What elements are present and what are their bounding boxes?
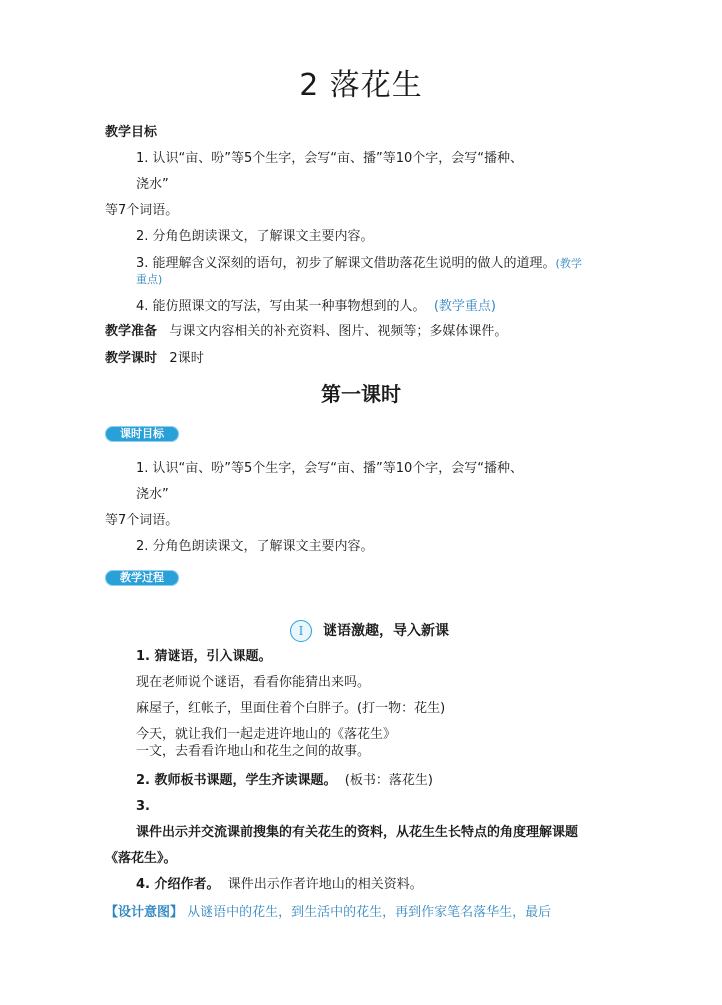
lesson-title: 第一课时 xyxy=(321,382,401,406)
paragraph-3-line-a: 今天，就让我们一起走进许地山的《落花生》 xyxy=(136,727,397,742)
design-intent-label: 【设计意图】 xyxy=(105,905,184,920)
preparation-label: 教学准备 xyxy=(105,324,158,339)
objective-4-text: 4. 能仿照课文的写法，写由某一种事物想到的人。 xyxy=(136,299,426,314)
objective-4-note: (教学重点) xyxy=(433,299,496,314)
step-1-title: 1. 猜谜语，引入课题。 xyxy=(136,649,272,664)
step-2-note: (板书：落花生) xyxy=(344,773,433,788)
objective-3 xyxy=(136,255,582,273)
section-title: 谜语激趣，导入新课 xyxy=(323,623,449,639)
objective-1-line-a: 1. 认识“亩、吩”等5个生字，会写“亩、播”等10个字，会写“播种、 xyxy=(136,151,524,166)
objective-1-line-b: 浇水” xyxy=(136,177,169,192)
step-2 xyxy=(136,772,433,790)
design-intent-text: 从谜语中的花生，到生活中的花生，再到作家笔名落华生，最后 xyxy=(187,905,552,920)
objective-4 xyxy=(136,298,496,316)
preparation-row xyxy=(105,323,507,341)
paragraph-1: 现在老师说个谜语，看看你能猜出来吗。 xyxy=(136,675,371,690)
badge-lesson-goals: 课时目标 xyxy=(105,426,179,442)
hours-text: 2课时 xyxy=(169,351,204,366)
step-4-text: 课件出示作者许地山的相关资料。 xyxy=(227,877,423,892)
step-3-text-line-b: 《落花生》。 xyxy=(105,851,177,866)
section-number-badge: I xyxy=(290,620,312,642)
objective-3-note-a: (教学 xyxy=(555,257,582,270)
hours-row xyxy=(105,350,204,368)
goal-1-line-c: 等7个词语。 xyxy=(105,513,179,528)
goal-1-line-b: 浇水” xyxy=(136,487,169,502)
step-2-title: 2. 教师板书课题，学生齐读课题。 xyxy=(136,773,337,788)
step-4 xyxy=(136,876,423,894)
objectives-label: 教学目标 xyxy=(105,125,158,140)
step-3-number: 3. xyxy=(136,799,150,814)
paragraph-3-line-b: 一文，去看看许地山和花生之间的故事。 xyxy=(136,744,371,759)
goal-1-line-a: 1. 认识“亩、吩”等5个生字，会写“亩、播”等10个字，会写“播种、 xyxy=(136,461,524,476)
step-3-text-line-a: 课件出示并交流课前搜集的有关花生的资料，从花生生长特点的角度理解课题 xyxy=(136,825,579,840)
preparation-text: 与课文内容相关的补充资料、图片、视频等；多媒体课件。 xyxy=(169,324,508,339)
objective-2: 2. 分角色朗读课文，了解课文主要内容。 xyxy=(136,229,374,244)
objective-1-line-c: 等7个词语。 xyxy=(105,203,179,218)
objective-3-note-b: 重点) xyxy=(136,273,163,286)
goal-2: 2. 分角色朗读课文，了解课文主要内容。 xyxy=(136,539,374,554)
document-title: 2 落花生 xyxy=(299,68,423,103)
objective-3-text: 3. 能理解含义深刻的语句，初步了解课文借助落花生说明的做人的道理。 xyxy=(136,256,556,271)
step-4-title: 4. 介绍作者。 xyxy=(136,877,220,892)
design-intent xyxy=(105,904,551,922)
badge-teaching-process: 教学过程 xyxy=(105,570,179,586)
hours-label: 教学课时 xyxy=(105,351,158,366)
paragraph-2: 麻屋子，红帐子，里面住着个白胖子。(打一物：花生) xyxy=(136,701,446,716)
